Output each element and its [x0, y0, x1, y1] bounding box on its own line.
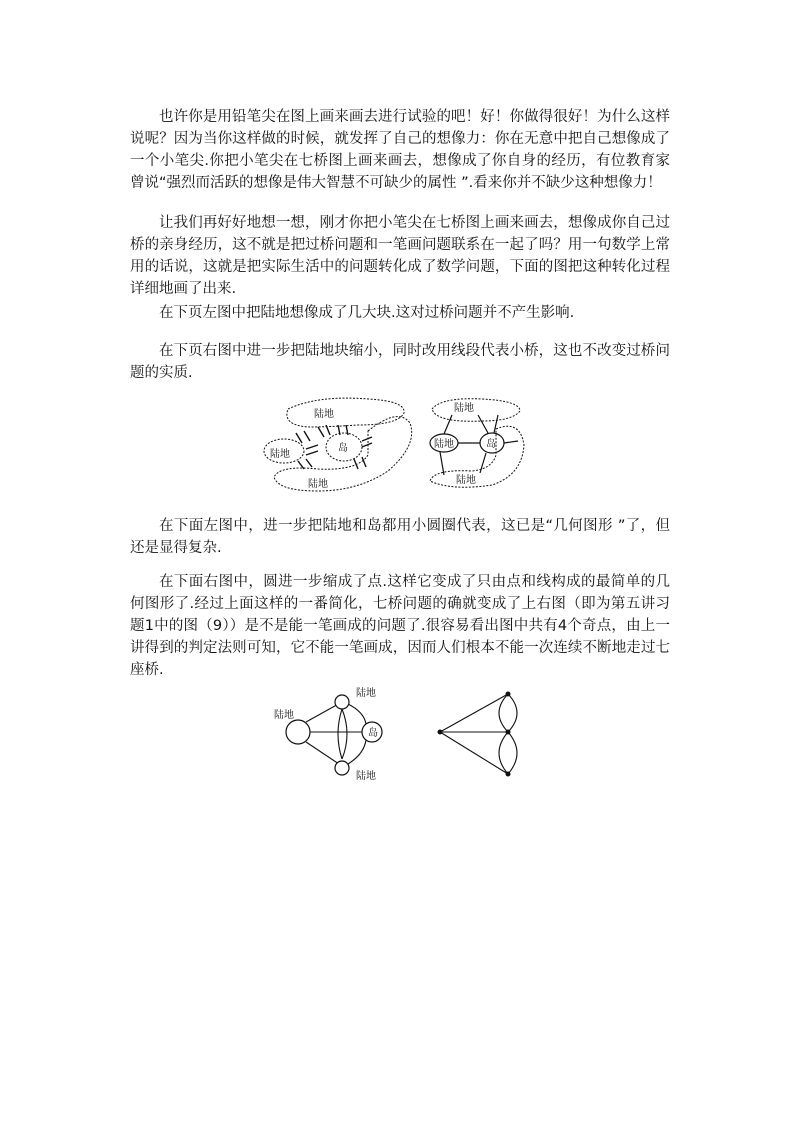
label-island: 岛	[368, 728, 378, 739]
label-island: 岛	[338, 443, 348, 454]
point-island	[506, 730, 511, 735]
graph-edges	[440, 694, 517, 774]
figure-points-graph	[432, 688, 532, 783]
node-land-top	[335, 695, 349, 709]
label-land-top: 陆地	[454, 403, 474, 414]
figure-land-blocks	[258, 395, 418, 495]
graph-edges	[306, 702, 366, 766]
paragraph-6: 在下面右图中，圆进一步缩成了点.这样它变成了只由点和线构成的最简单的几何图形了.经过上面这样的一番简化，七桥问题的确就变成了上右图（即为第五讲习题1中的图（9））是不是能一笔画成的问题了.很容易看出图中共有4个奇点，由上一讲得到的判定法则可知，它不能一笔画成，因而人们根本不能一次连续不断地走过七座桥.	[130, 574, 670, 678]
paragraph-2: 让我们再好好地想一想，刚才你把小笔尖在七桥图上画来画去，想像成你自己过桥的亲身经历，这不就是把过桥问题和一笔画问题联系在一起了吗？用一句数学上常用的话说，这就是把实际生活中的问题转化成了数学问题，下面的图把这种转化过程详细地画了出来.	[130, 215, 670, 297]
node-land-left	[286, 720, 310, 744]
paragraph-5: 在下面左图中，进一步把陆地和岛都用小圆圈代表，这已是“几何图形 ”了，但还是显得复杂.	[130, 518, 670, 556]
point-land-left	[438, 730, 443, 735]
figure-circles-graph	[272, 682, 402, 782]
label-land-left: 陆地	[270, 449, 290, 460]
label-land-left: 陆地	[434, 439, 454, 450]
land-top-outline	[287, 398, 404, 427]
point-land-top	[506, 692, 511, 697]
paragraph-3: 在下页左图中把陆地想像成了几大块.这对过桥问题并不产生影响.	[159, 305, 575, 321]
label-land-top: 陆地	[356, 688, 376, 699]
point-land-bottom	[506, 772, 511, 777]
land-top-outline	[432, 399, 520, 422]
node-land-bottom	[335, 761, 349, 775]
label-land-bottom: 陆地	[356, 771, 376, 782]
label-land-top: 陆地	[314, 409, 334, 420]
label-island: 岛	[486, 439, 496, 450]
figure-land-lines	[422, 395, 532, 495]
land-right-outline	[430, 426, 524, 487]
paragraph-4: 在下页右图中进一步把陆地块缩小，同时改用线段代表小桥，这也不改变过桥问题的实质.	[130, 343, 670, 381]
label-land-bottom: 陆地	[456, 475, 476, 486]
label-land-bottom: 陆地	[308, 479, 328, 490]
label-land-left: 陆地	[274, 710, 294, 721]
paragraph-1: 也许你是用铅笔尖在图上画来画去进行试验的吧！好！你做得很好！为什么这样说呢？因为当你这样做的时候，就发挥了自己的想像力：你在无意中把自己想像成了一个小笔尖.你把小笔尖在七桥图上画来画去，想像成了你自身的经历，有位教育家曾说“强烈而活跃的想像是伟大智慧不可缺少的属性 ”.看来你并不缺少这种想像力！	[130, 109, 670, 191]
